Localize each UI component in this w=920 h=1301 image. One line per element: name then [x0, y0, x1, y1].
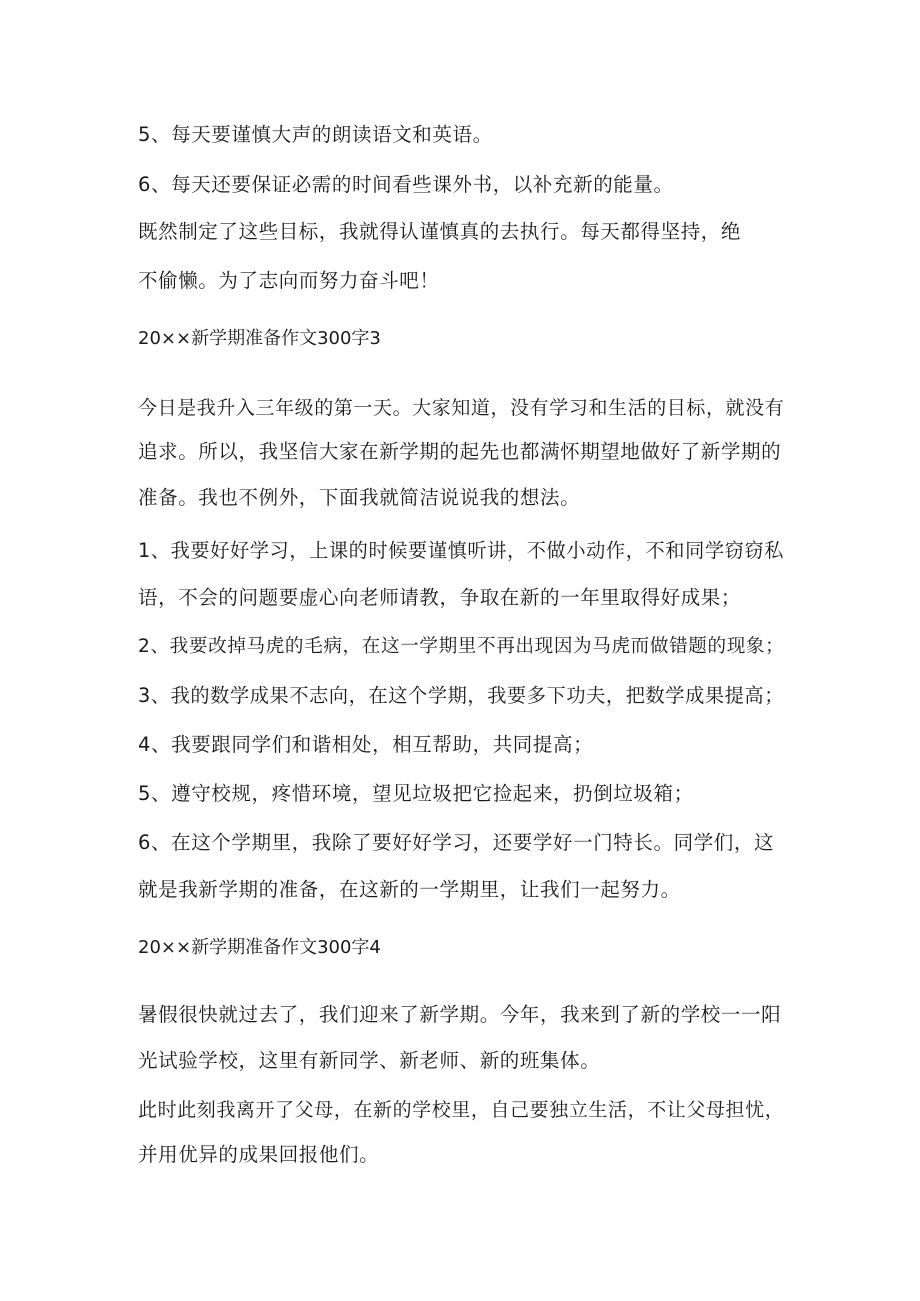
paragraph-line: 光试验学校，这里有新同学、新老师、新的班集体。	[138, 1049, 601, 1072]
paragraph-line: 并用优异的成果回报他们。	[138, 1143, 380, 1166]
paragraph-line: 2、我要改掉马虎的毛病，在这一学期里不再出现因为马虎而做错题的现象；	[138, 636, 785, 657]
paragraph-line: 追求。所以，我坚信大家在新学期的起先也都满怀期望地做好了新学期的	[138, 440, 782, 463]
paragraph-line: 1、我要好好学习，上课的时候要谨慎听讲，不做小动作，不和同学窃窃私	[138, 539, 785, 562]
section-heading: 20××新学期准备作文300字3	[138, 328, 381, 349]
paragraph-line: 就是我新学期的准备，在这新的一学期里，让我们一起努力。	[138, 878, 681, 901]
section-heading: 20××新学期准备作文300字4	[138, 937, 381, 958]
paragraph-line: 今日是我升入三年级的第一天。大家知道，没有学习和生活的目标，就没有	[138, 397, 785, 419]
paragraph-line: 5、遵守校规，疼惜环境，望见垃圾把它捡起来，扔倒垃圾箱；	[138, 782, 694, 805]
paragraph-line: 6、每天还要保证必需的时间看些课外书，以补充新的能量。	[138, 173, 674, 196]
paragraph-line: 5、每天要谨慎大声的朗读语文和英语。	[138, 123, 493, 146]
paragraph-line: 3、我的数学成果不志向，在这个学期，我要多下功夫，把数学成果提高；	[138, 684, 785, 707]
paragraph-line: 不偷懒。为了志向而努力奋斗吧！	[138, 269, 440, 292]
paragraph-line: 既然制定了这些目标，我就得认谨慎真的去执行。每天都得坚持，绝	[138, 220, 742, 243]
paragraph-line: 暑假很快就过去了，我们迎来了新学期。今年，我来到了新的学校一一阳	[138, 1003, 782, 1026]
paragraph-line: 6、在这个学期里，我除了要好好学习，还要学好一门特长。同学们，这	[138, 831, 775, 854]
paragraph-line: 4、我要跟同学们和谐相处，相互帮助，共同提高；	[138, 733, 594, 756]
paragraph-line: 准备。我也不例外，下面我就简洁说说我的想法。	[138, 486, 581, 509]
paragraph-line: 语，不会的问题要虚心向老师请教，争取在新的一年里取得好成果；	[138, 586, 742, 609]
paragraph-line: 此时此刻我离开了父母，在新的学校里，自己要独立生活，不让父母担忧，	[138, 1099, 785, 1121]
